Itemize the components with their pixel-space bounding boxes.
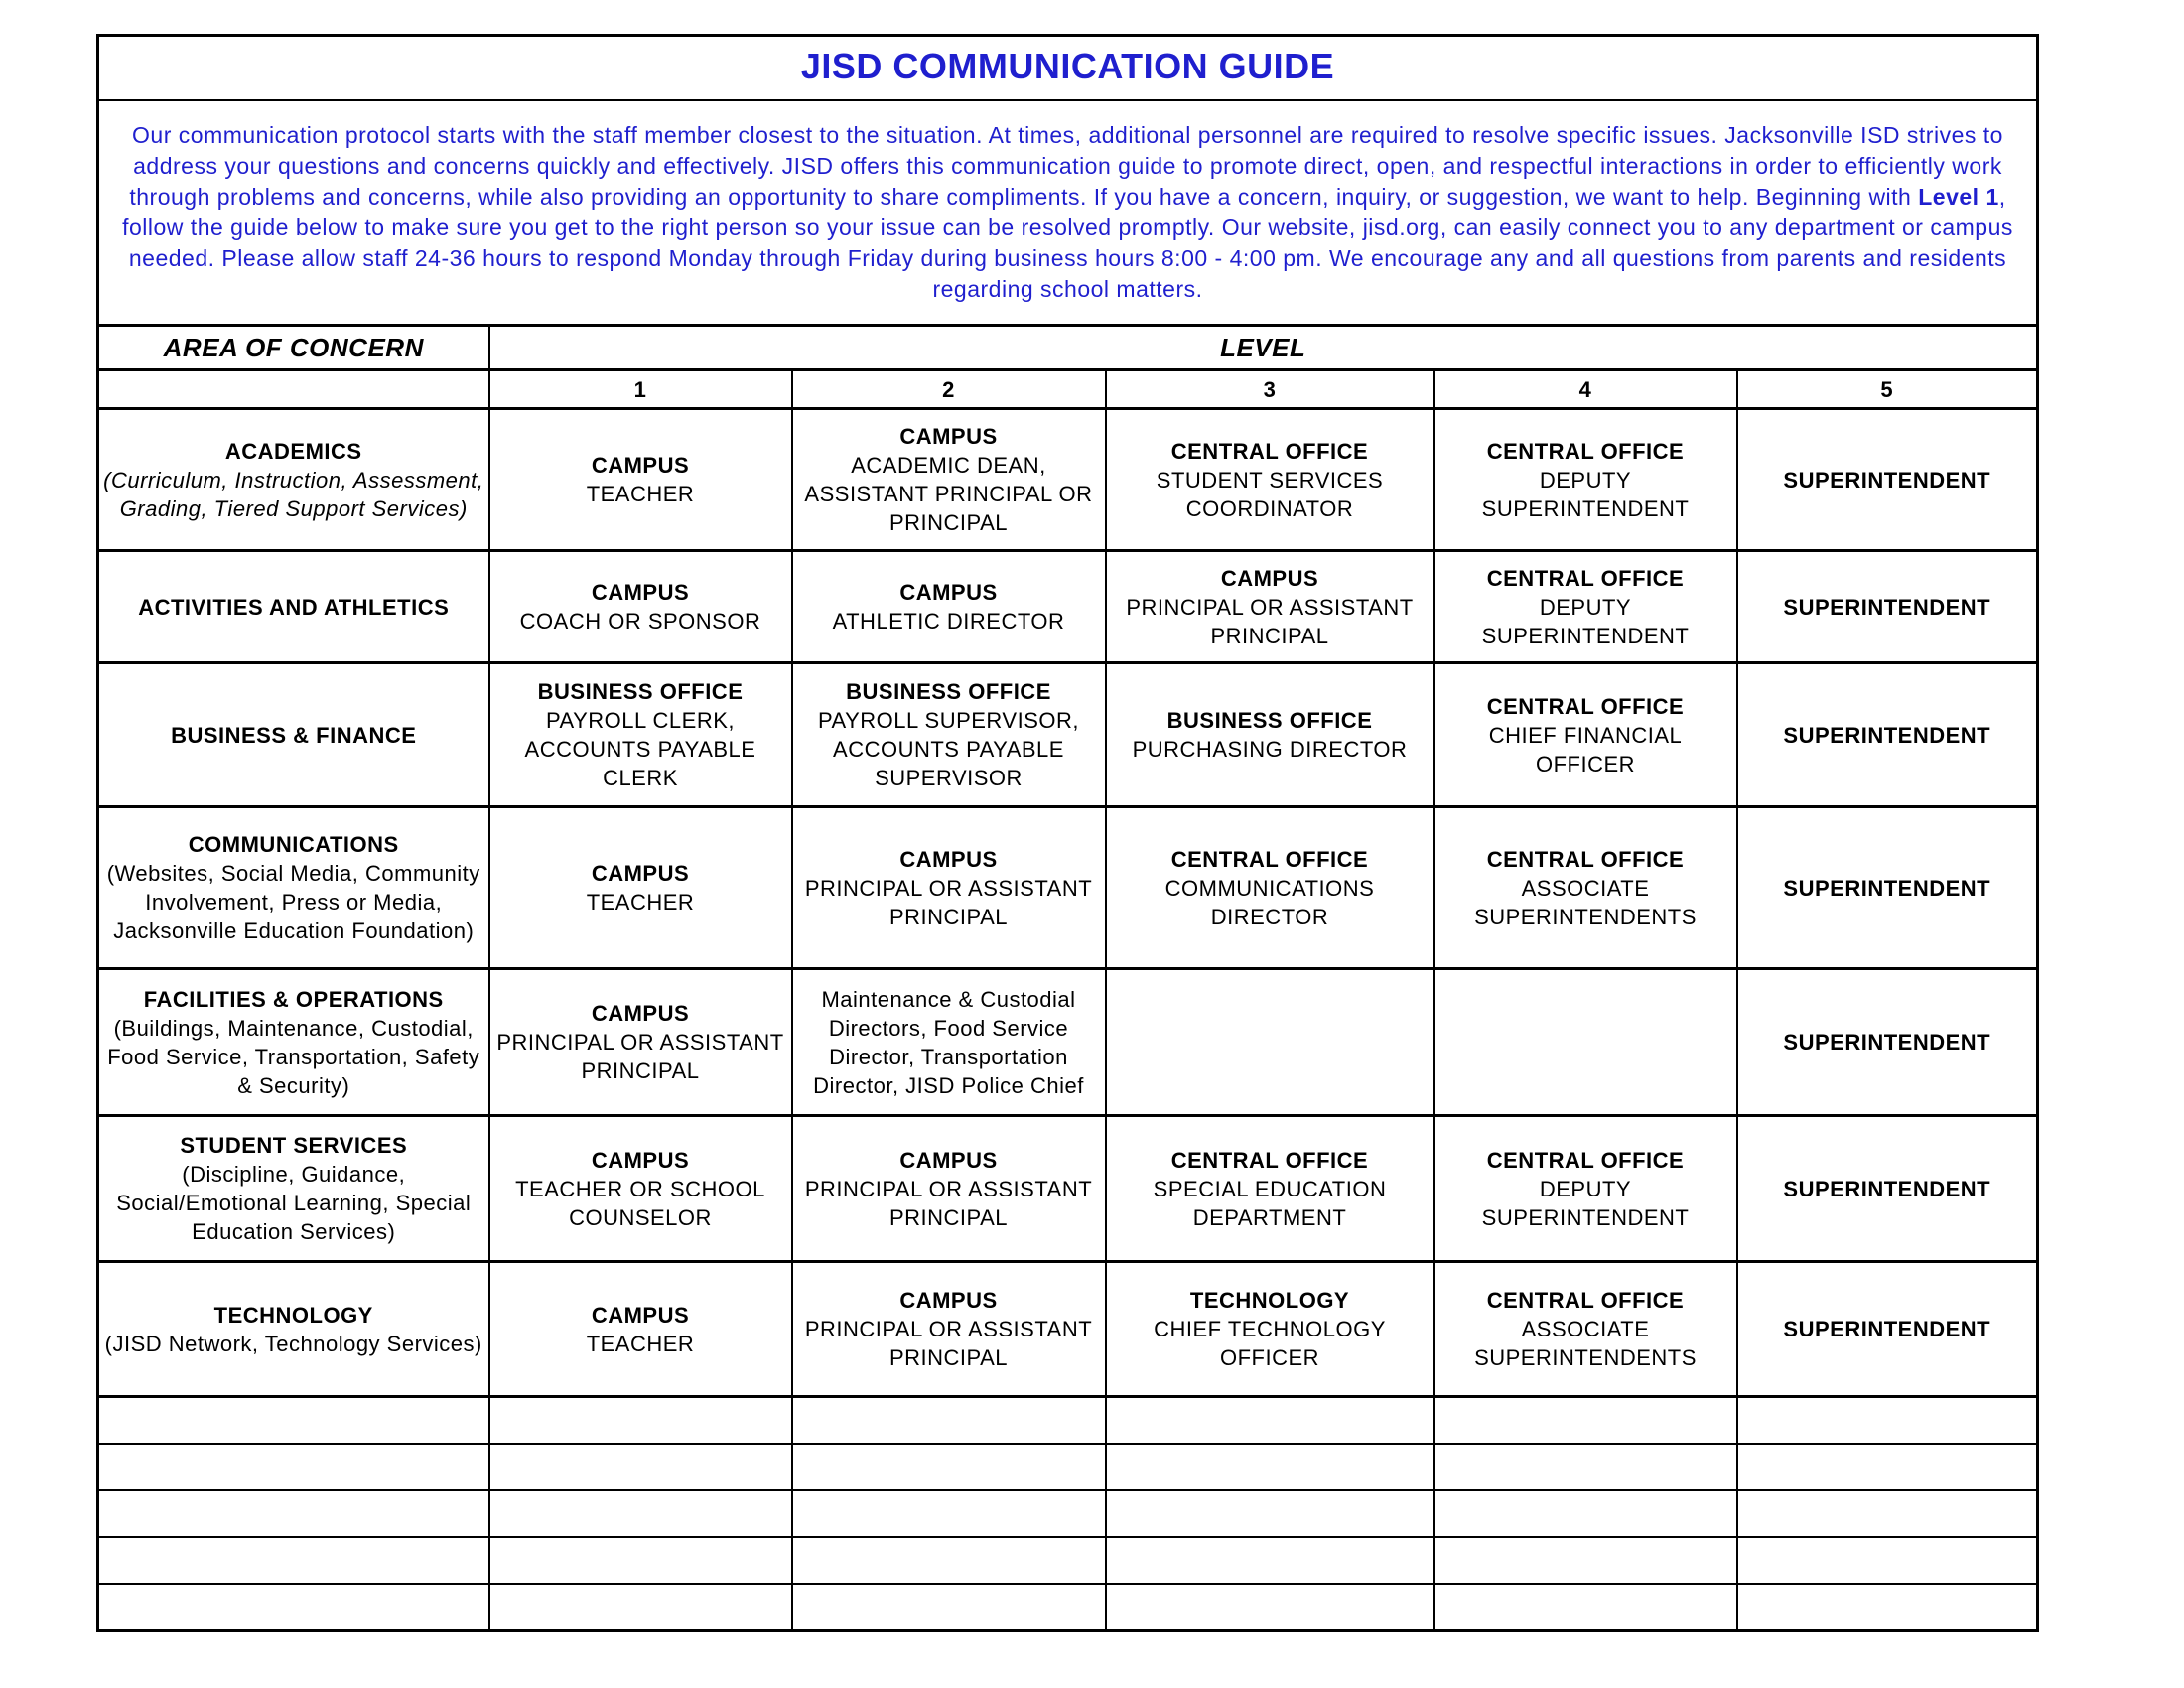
blank-cell (1106, 1584, 1434, 1631)
blank-cell (1434, 1490, 1737, 1537)
contact-department: TECHNOLOGY (1189, 1288, 1350, 1313)
intro-text-bold: Level 1 (1918, 184, 1999, 210)
level-3-contact-cell (1106, 663, 1434, 807)
table-row (98, 1116, 2038, 1262)
area-description: (Websites, Social Media, Community Involvement, Press or Media, Jacksonville Education Foundation) (106, 861, 480, 943)
contact-department: CENTRAL OFFICE (1486, 1147, 1685, 1173)
level-5-contact-cell (1737, 1262, 2038, 1397)
level-4-contact-cell (1434, 969, 1737, 1116)
area-description: (JISD Network, Technology Services) (104, 1331, 482, 1356)
blank-cell (1434, 1397, 1737, 1445)
contact-department: CAMPUS (591, 453, 690, 478)
level-5-contact-cell (1737, 807, 2038, 969)
contact-role: ASSOCIATE SUPERINTENDENTS (1474, 875, 1697, 929)
contact-department: SUPERINTENDENT (1783, 722, 1991, 748)
blank-cell (489, 1397, 792, 1445)
contact-department: CENTRAL OFFICE (1486, 846, 1685, 872)
contact-role: ASSOCIATE SUPERINTENDENTS (1474, 1317, 1697, 1370)
contact-role: STUDENT SERVICES COORDINATOR (1156, 467, 1384, 521)
contact-department: CENTRAL OFFICE (1486, 1288, 1685, 1313)
blank-cell (489, 1490, 792, 1537)
level-2-contact-cell (792, 409, 1106, 551)
contact-role: DEPUTY SUPERINTENDENT (1481, 467, 1690, 521)
level-1-contact-cell (489, 969, 792, 1116)
table-row (98, 1262, 2038, 1397)
area-of-concern-header: AREA OF CONCERN (98, 326, 489, 370)
level-header: LEVEL (489, 326, 2038, 370)
table-row (98, 409, 2038, 551)
blank-cell (792, 1584, 1106, 1631)
contact-department: CENTRAL OFFICE (1486, 565, 1685, 591)
contact-department: CAMPUS (591, 1302, 690, 1328)
blank-row (98, 1537, 2038, 1584)
blank-cell (1737, 1584, 2038, 1631)
contact-department: CAMPUS (899, 846, 998, 872)
level-number: 4 (1434, 370, 1737, 409)
level-3-contact-cell (1106, 969, 1434, 1116)
contact-role: ACADEMIC DEAN, ASSISTANT PRINCIPAL OR PRINCIPAL (804, 453, 1093, 535)
blank-row (98, 1397, 2038, 1445)
contact-role: PURCHASING DIRECTOR (1132, 737, 1408, 762)
contact-department: SUPERINTENDENT (1783, 1030, 1991, 1055)
level-4-contact-cell (1434, 1262, 1737, 1397)
blank-cell (1106, 1537, 1434, 1584)
level-5-contact-cell (1737, 551, 2038, 663)
contact-department: CENTRAL OFFICE (1486, 693, 1685, 719)
area-of-concern-cell (98, 409, 489, 551)
contact-role: PRINCIPAL OR ASSISTANT PRINCIPAL (804, 875, 1093, 929)
table-row (98, 807, 2038, 969)
contact-role: PRINCIPAL OR ASSISTANT PRINCIPAL (1126, 594, 1414, 648)
contact-role: ATHLETIC DIRECTOR (832, 609, 1065, 633)
blank-cell (1737, 1397, 2038, 1445)
level-number-blank (98, 370, 489, 409)
level-number: 1 (489, 370, 792, 409)
blank-cell (1434, 1537, 1737, 1584)
contact-department: CENTRAL OFFICE (1170, 438, 1369, 464)
contact-department: CAMPUS (899, 1147, 998, 1173)
table-row (98, 969, 2038, 1116)
level-2-contact-cell (792, 807, 1106, 969)
contact-department: SUPERINTENDENT (1783, 1317, 1991, 1341)
contact-role: SPECIAL EDUCATION DEPARTMENT (1153, 1176, 1387, 1230)
level-2-contact-cell (792, 1116, 1106, 1262)
blank-cell (489, 1584, 792, 1631)
area-title: ACADEMICS (224, 438, 362, 464)
contact-department: CAMPUS (591, 861, 690, 886)
contact-role: Maintenance & Custodial Directors, Food Service Director, Transportation Director, JISD Police Chief (813, 986, 1084, 1098)
area-of-concern-cell (98, 663, 489, 807)
area-title: BUSINESS & FINANCE (171, 722, 417, 748)
level-1-contact-cell (489, 807, 792, 969)
contact-department: SUPERINTENDENT (1783, 1176, 1991, 1201)
blank-cell (98, 1444, 489, 1490)
blank-cell (1737, 1537, 2038, 1584)
blank-row (98, 1490, 2038, 1537)
level-4-contact-cell (1434, 409, 1737, 551)
level-1-contact-cell (489, 409, 792, 551)
contact-role: COMMUNICATIONS DIRECTOR (1164, 875, 1375, 929)
contact-role: TEACHER OR SCHOOL COUNSELOR (515, 1176, 765, 1230)
table-row (98, 663, 2038, 807)
level-3-contact-cell (1106, 1262, 1434, 1397)
contact-department: CAMPUS (1220, 565, 1319, 591)
contact-department: CENTRAL OFFICE (1170, 846, 1369, 872)
blank-cell (98, 1584, 489, 1631)
blank-cell (792, 1537, 1106, 1584)
blank-cell (1106, 1397, 1434, 1445)
level-3-contact-cell (1106, 807, 1434, 969)
level-5-contact-cell (1737, 663, 2038, 807)
blank-cell (1434, 1444, 1737, 1490)
contact-role: PAYROLL SUPERVISOR, ACCOUNTS PAYABLE SUPERVISOR (818, 708, 1079, 790)
area-title: FACILITIES & OPERATIONS (143, 986, 444, 1012)
level-5-contact-cell (1737, 409, 2038, 551)
contact-department: SUPERINTENDENT (1783, 467, 1991, 492)
blank-row (98, 1584, 2038, 1631)
level-3-contact-cell (1106, 551, 1434, 663)
contact-role: TEACHER (586, 482, 695, 506)
guide-rows (98, 409, 2038, 1397)
blank-cell (98, 1490, 489, 1537)
contact-department: CAMPUS (591, 1147, 690, 1173)
level-2-contact-cell (792, 1262, 1106, 1397)
intro-paragraph (98, 100, 2038, 326)
area-description: (Buildings, Maintenance, Custodial, Food Service, Transportation, Safety & Security) (107, 1015, 480, 1098)
page-title: JISD COMMUNICATION GUIDE (800, 45, 1335, 86)
title-cell (98, 36, 2038, 101)
level-2-contact-cell (792, 969, 1106, 1116)
contact-role: DEPUTY SUPERINTENDENT (1481, 1176, 1690, 1230)
intro-text-part1: Our communication protocol starts with the staff member closest to the situation. At times, additional personnel are required to resolve specific issues. Jacksonville ISD strives to address your questions and concerns quickly and effectively. JISD offers this communication guide to promote direct, open, and respectful interactions in order to efficiently work through problems and concerns, while also providing an opportunity to share compliments. If you have a concern, inquiry, or suggestion, we want to help. Beginning with (129, 122, 2003, 210)
contact-role: PRINCIPAL OR ASSISTANT PRINCIPAL (804, 1317, 1093, 1370)
contact-role: DEPUTY SUPERINTENDENT (1481, 594, 1690, 648)
level-2-contact-cell (792, 663, 1106, 807)
contact-role: TEACHER (586, 1331, 695, 1356)
contact-role: CHIEF TECHNOLOGY OFFICER (1154, 1317, 1386, 1370)
level-3-contact-cell (1106, 409, 1434, 551)
contact-role: PRINCIPAL OR ASSISTANT PRINCIPAL (496, 1030, 784, 1083)
area-of-concern-cell (98, 551, 489, 663)
level-4-contact-cell (1434, 663, 1737, 807)
level-4-contact-cell (1434, 807, 1737, 969)
contact-role: PRINCIPAL OR ASSISTANT PRINCIPAL (804, 1176, 1093, 1230)
contact-department: CAMPUS (591, 1001, 690, 1026)
contact-role: PAYROLL CLERK, ACCOUNTS PAYABLE CLERK (524, 708, 756, 790)
contact-role: COACH OR SPONSOR (519, 609, 761, 633)
level-2-contact-cell (792, 551, 1106, 663)
contact-department: CAMPUS (899, 580, 998, 605)
level-1-contact-cell (489, 1262, 792, 1397)
blank-cell (489, 1444, 792, 1490)
level-number: 3 (1106, 370, 1434, 409)
contact-department: CAMPUS (899, 1288, 998, 1313)
blank-cell (792, 1397, 1106, 1445)
level-1-contact-cell (489, 1116, 792, 1262)
blank-cell (792, 1490, 1106, 1537)
blank-cell (98, 1537, 489, 1584)
contact-department: BUSINESS OFFICE (846, 679, 1051, 704)
area-of-concern-cell (98, 807, 489, 969)
intro-text-part2: , follow the guide below to make sure you get to the right person so your issue can be resolved promptly. Our website, jisd.org, can easily connect you to any department or campus needed. Please allow staff 24-36 hours to respond Monday through Friday during business hours 8:00 - 4:00 pm. We encourage any and all questions from parents and residents regarding school matters. (122, 184, 2013, 302)
blank-cell (1737, 1444, 2038, 1490)
contact-role: CHIEF FINANCIAL OFFICER (1488, 722, 1683, 776)
contact-department: CENTRAL OFFICE (1486, 438, 1685, 464)
area-title: TECHNOLOGY (213, 1302, 373, 1328)
contact-department: CAMPUS (899, 424, 998, 449)
area-title: ACTIVITIES AND ATHLETICS (138, 594, 450, 620)
blank-cell (792, 1444, 1106, 1490)
level-number: 2 (792, 370, 1106, 409)
level-number: 5 (1737, 370, 2038, 409)
area-title: COMMUNICATIONS (188, 832, 399, 857)
contact-department: CENTRAL OFFICE (1170, 1147, 1369, 1173)
blank-cell (1106, 1444, 1434, 1490)
communication-guide-table (96, 34, 2039, 1632)
contact-department: SUPERINTENDENT (1783, 875, 1991, 901)
area-of-concern-cell (98, 969, 489, 1116)
area-title: STUDENT SERVICES (180, 1133, 408, 1158)
area-description: (Curriculum, Instruction, Assessment, Grading, Tiered Support Services) (103, 467, 484, 521)
level-4-contact-cell (1434, 1116, 1737, 1262)
blank-cell (1106, 1490, 1434, 1537)
table-row (98, 551, 2038, 663)
level-5-contact-cell (1737, 1116, 2038, 1262)
contact-department: BUSINESS OFFICE (1166, 708, 1373, 733)
blank-cell (1434, 1584, 1737, 1631)
area-of-concern-cell (98, 1116, 489, 1262)
blank-cell (98, 1397, 489, 1445)
blank-row (98, 1444, 2038, 1490)
level-4-contact-cell (1434, 551, 1737, 663)
contact-department: SUPERINTENDENT (1783, 594, 1991, 620)
blank-rows (98, 1397, 2038, 1631)
area-of-concern-cell (98, 1262, 489, 1397)
blank-cell (1737, 1490, 2038, 1537)
contact-role: TEACHER (586, 890, 695, 914)
level-3-contact-cell (1106, 1116, 1434, 1262)
level-1-contact-cell (489, 551, 792, 663)
area-description: (Discipline, Guidance, Social/Emotional Learning, Special Education Services) (116, 1162, 472, 1244)
contact-department: BUSINESS OFFICE (537, 679, 744, 704)
contact-department: CAMPUS (591, 580, 690, 605)
level-1-contact-cell (489, 663, 792, 807)
level-5-contact-cell (1737, 969, 2038, 1116)
blank-cell (489, 1537, 792, 1584)
